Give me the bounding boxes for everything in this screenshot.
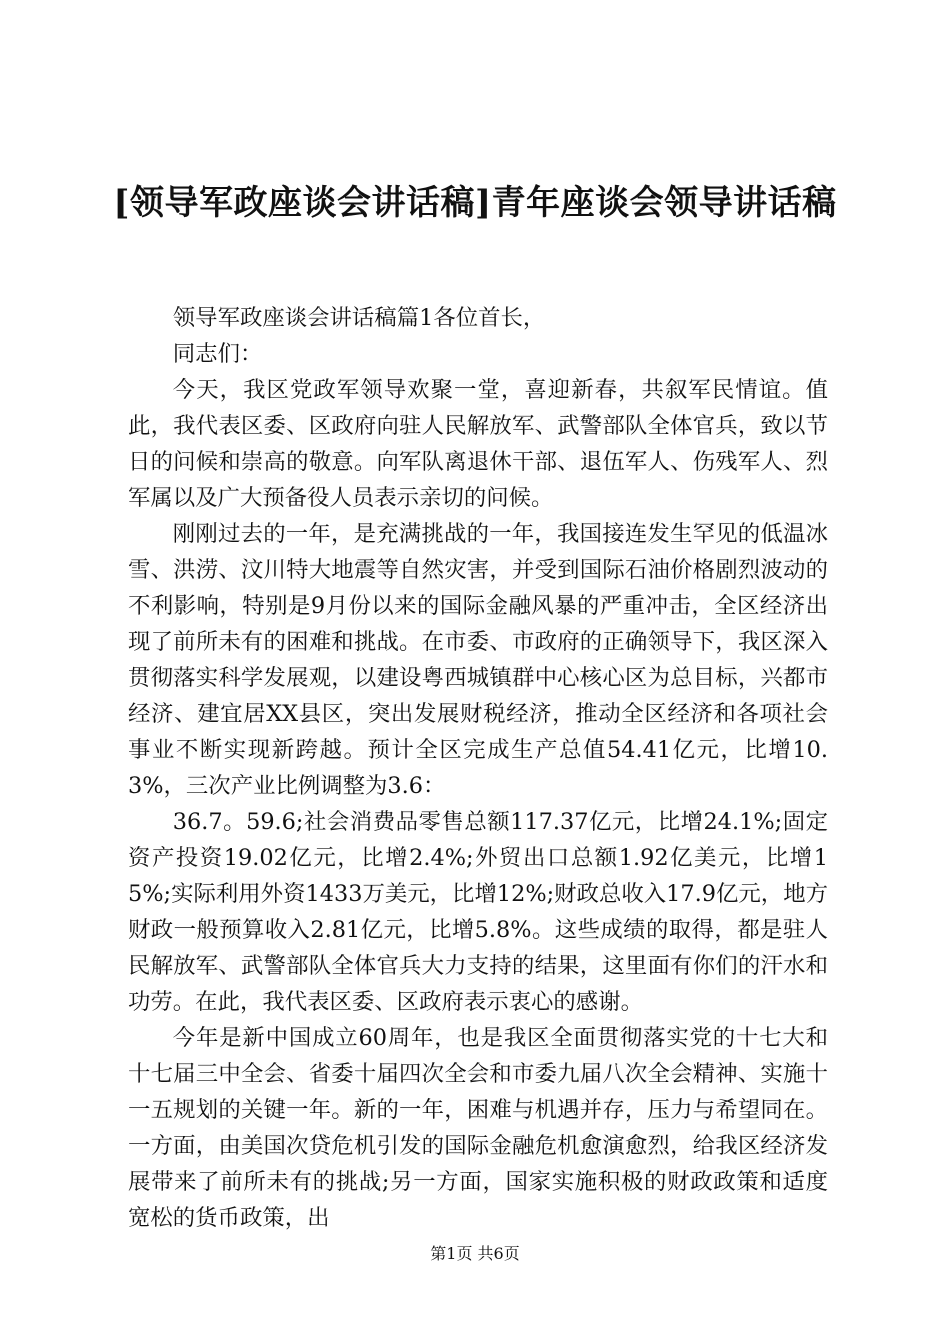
- paragraph: 刚刚过去的一年，是充满挑战的一年，我国接连发生罕见的低温冰雪、洪涝、汶川特大地震等自然灾害，并受到国际石油价格剧烈波动的不利影响，特别是9月份以来的国际金融风暴的严重冲击，全区经济出现了前所未有的困难和挑战。在市委、市政府的正确领导下，我区深入贯彻落实科学发展观，以建设粤西城镇群中心核心区为总目标，兴都市经济、建宜居XX县区，突出发展财税经济，推动全区经济和各项社会事业不断实现新跨越。预计全区完成生产总值54.41亿元，比增10.3%，三次产业比例调整为3.6：: [128, 521, 828, 799]
- paragraph: 领导军政座谈会讲话稿篇1各位首长，: [172, 305, 546, 331]
- paragraph: 今年是新中国成立60周年，也是我区全面贯彻落实党的十七大和十七届三中全会、省委十届四次全会和市委九届八次全会精神、实施十一五规划的关键一年。新的一年，困难与机遇并存，压力与希望同在。一方面，由美国次贷危机引发的国际金融危机愈演愈烈，给我区经济发展带来了前所未有的挑战;另一方面，国家实施积极的财政政策和适度宽松的货币政策，出: [128, 1025, 828, 1231]
- paragraph: 今天，我区党政军领导欢聚一堂，喜迎新春，共叙军民情谊。值此，我代表区委、区政府向驻人民解放军、武警部队全体官兵，致以节日的问候和崇高的敬意。向军队离退休干部、退伍军人、伤残军人、烈军属以及广大预备役人员表示亲切的问候。: [128, 377, 828, 511]
- page-footer: 第1页 共6页: [430, 1244, 520, 1263]
- paragraph: 36.7。59.6;社会消费品零售总额117.37亿元，比增24.1%;固定资产投资19.02亿元，比增2.4%;外贸出口总额1.92亿美元，比增15%;实际利用外资1433万美元，比增12%;财政总收入17.9亿元，地方财政一般预算收入2.81亿元，比增5.8%。这些成绩的取得，都是驻人民解放军、武警部队全体官兵大力支持的结果，这里面有你们的汗水和功劳。在此，我代表区委、区政府表示衷心的感谢。: [128, 809, 828, 1015]
- paragraph: 同志们：: [172, 341, 263, 367]
- document-title: [领导军政座谈会讲话稿]青年座谈会领导讲话稿: [113, 183, 837, 223]
- document-body: [128, 300, 828, 1236]
